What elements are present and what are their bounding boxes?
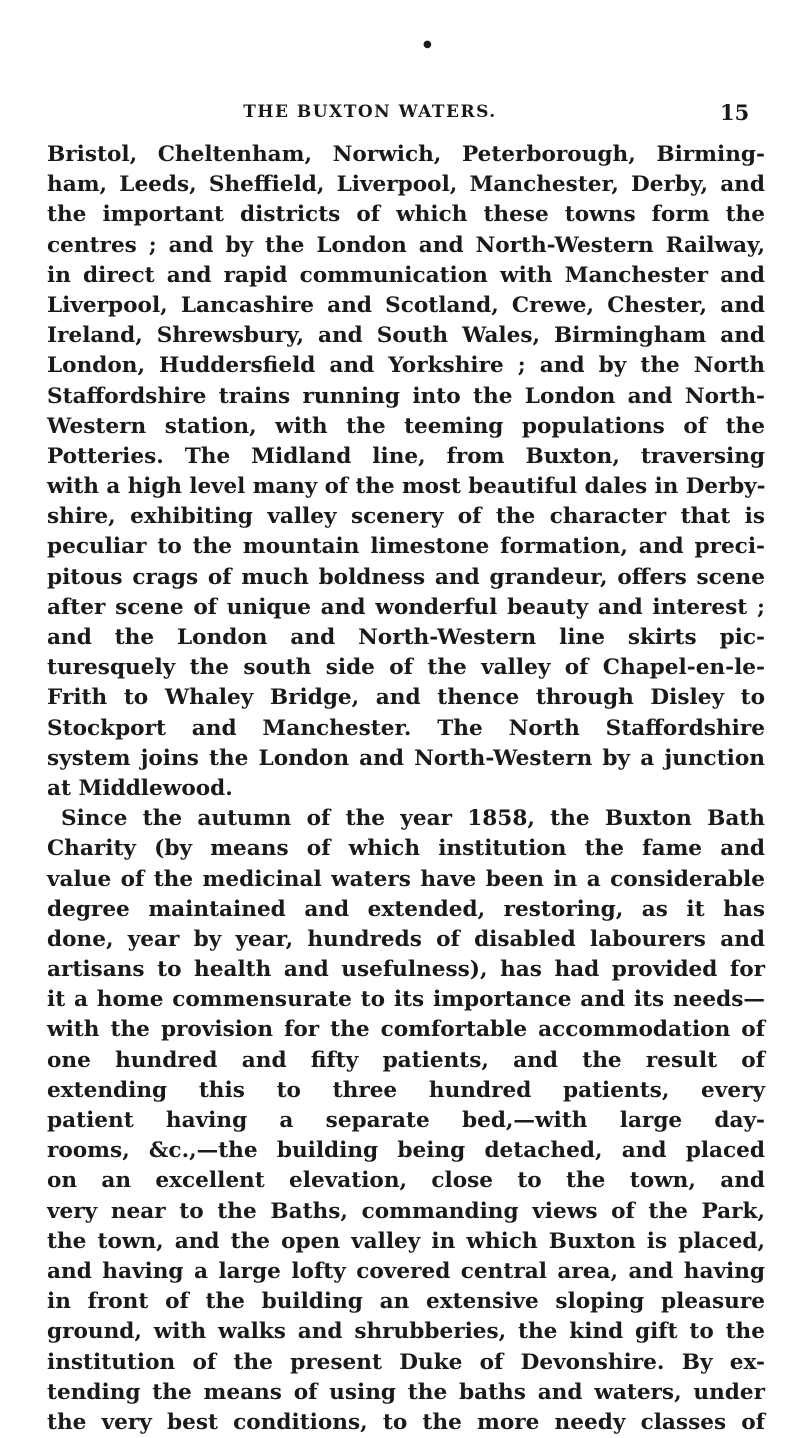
text-line: centres ; and by the London and North-Western Railway,: [47, 232, 765, 258]
text-line: shire, exhibiting valley scenery of the character that is: [47, 504, 765, 530]
text-line: the town, and the open valley in which Buxton is placed,: [47, 1228, 765, 1254]
page-number: 15: [720, 100, 750, 125]
text-line: degree maintained and extended, restoring, as it has: [47, 896, 765, 922]
text-line: the very best conditions, to the more needy classes of: [47, 1409, 765, 1435]
text-line: very near to the Baths, commanding views of the Park,: [47, 1198, 765, 1224]
text-line: Staffordshire trains running into the London and North-: [47, 383, 765, 409]
text-line: Potteries. The Midland line, from Buxton, traversing: [47, 443, 765, 469]
text-line: in direct and rapid communication with Manchester and: [47, 262, 765, 288]
text-line: done, year by year, hundreds of disabled labourers and: [47, 926, 765, 952]
text-line: London, Huddersfield and Yorkshire ; and by the North: [47, 353, 765, 379]
text-line: ham, Leeds, Sheffield, Liverpool, Manchester, Derby, and: [47, 172, 765, 198]
text-line: on an excellent elevation, close to the town, and: [47, 1168, 765, 1194]
text-line: value of the medicinal waters have been in a considerable: [47, 866, 765, 892]
text-line: in front of the building an extensive sloping pleasure: [47, 1289, 765, 1315]
text-line: one hundred and fifty patients, and the result of: [47, 1047, 765, 1073]
text-line: with the provision for the comfortable accommodation of: [47, 1017, 765, 1043]
text-line: peculiar to the mountain limestone formation, and preci-: [47, 534, 765, 560]
text-line: and the London and North-Western line skirts pic-: [47, 625, 765, 650]
text-line: system joins the London and North-Western by a junction: [47, 745, 765, 771]
paragraph-first-line: Since the autumn of the year 1858, the Buxton Bath: [61, 806, 765, 832]
text-line: with a high level many of the most beautiful dales in Derby-: [47, 474, 766, 500]
text-line: Bristol, Cheltenham, Norwich, Peterborough, Birming-: [47, 142, 765, 167]
text-line: artisans to health and usefulness), has had provided for: [47, 957, 765, 983]
text-line: Frith to Whaley Bridge, and thence through Disley to: [47, 685, 765, 711]
page-header: [0, 100, 800, 130]
text-line: Charity (by means of which institution the fame and: [47, 836, 765, 862]
body-text: [47, 140, 765, 1438]
text-line: extending this to three hundred patients, every: [47, 1077, 765, 1103]
ink-speck: ●: [423, 39, 432, 50]
text-line: institution of the present Duke of Devonshire. By ex-: [47, 1349, 765, 1375]
text-line: the important districts of which these towns form the: [47, 202, 765, 228]
running-title: THE BUXTON WATERS.: [243, 102, 497, 122]
text-line: patient having a separate bed,—with large day-: [47, 1108, 765, 1133]
text-line: Ireland, Shrewsbury, and South Wales, Birmingham and: [47, 323, 765, 349]
text-line: rooms, &c.,—the building being detached, and placed: [47, 1138, 765, 1164]
text-line: Stockport and Manchester. The North Staffordshire: [47, 715, 765, 741]
text-line: at Middlewood.: [47, 775, 233, 801]
text-line: it a home commensurate to its importance and its needs—: [47, 987, 765, 1013]
text-line: turesquely the south side of the valley of Chapel-en-le-: [47, 655, 765, 681]
text-line: pitous crags of much boldness and grandeur, offers scene: [47, 564, 765, 590]
text-line: Liverpool, Lancashire and Scotland, Crewe, Chester, and: [47, 292, 765, 318]
text-line: Western station, with the teeming populations of the: [47, 413, 765, 439]
text-line: and having a large lofty covered central area, and having: [47, 1258, 765, 1284]
text-line: after scene of unique and wonderful beauty and interest ;: [47, 594, 765, 620]
text-line: tending the means of using the baths and waters, under: [47, 1379, 765, 1405]
text-line: ground, with walks and shrubberies, the kind gift to the: [47, 1319, 765, 1345]
